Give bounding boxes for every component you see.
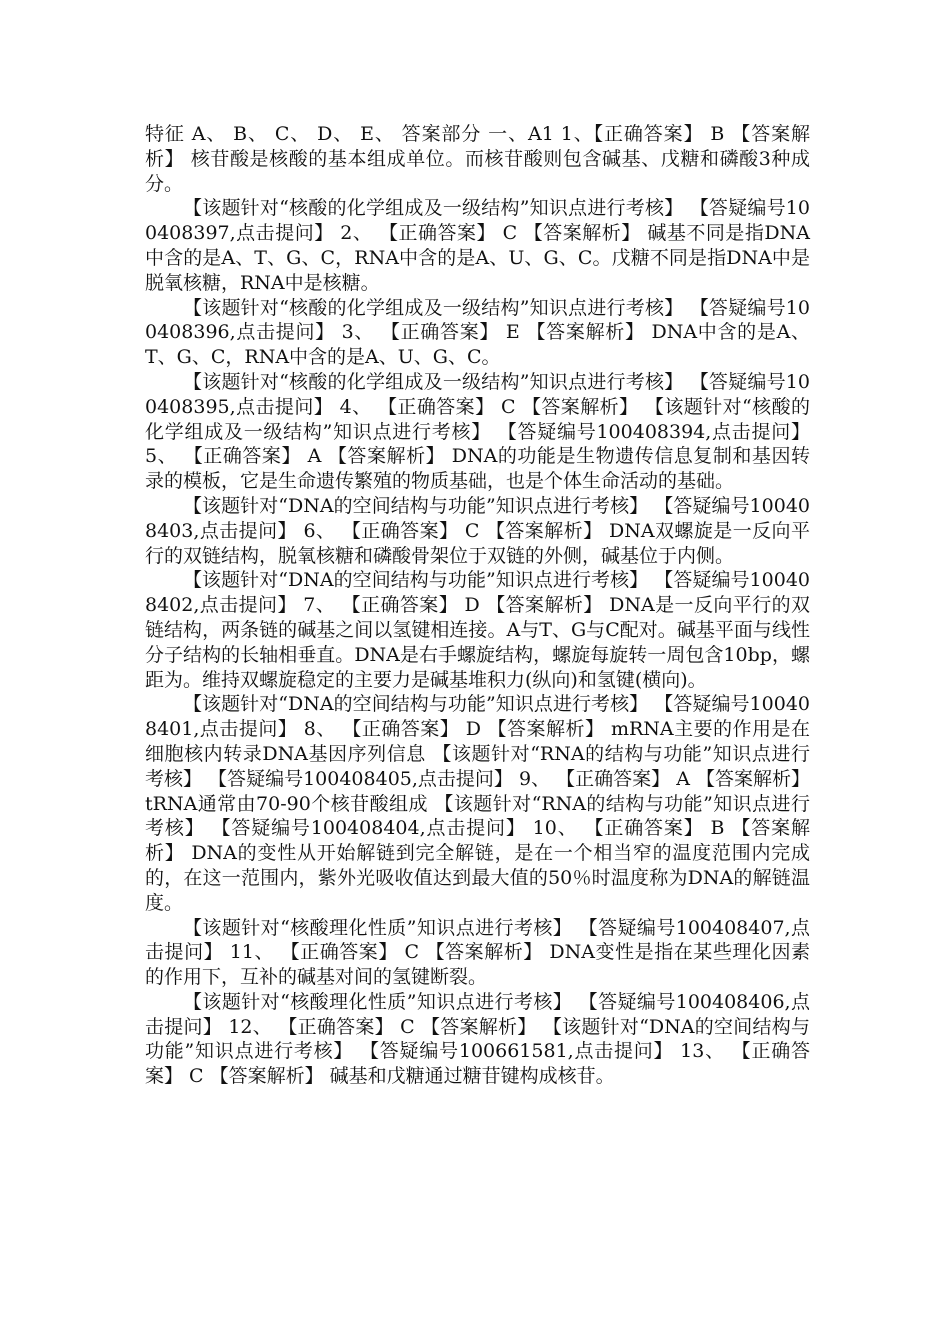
- answer-paragraph-4: 【该题针对“核酸的化学组成及一级结构”知识点进行考核】 【答疑编号100408395,点击提问】 4、 【正确答案】 C 【答案解析】 【该题针对“核酸的化学组成及一级结构”知识点进行考核】 【答疑编号100408394,点击提问】 5、 【正确答案】 A 【答案解析】 DNA的功能是生物遗传信息复制和基因转录的模板，它是生命遗传繁殖的物质基础，也是个体生命活动的基础。: [145, 370, 810, 493]
- answer-paragraph-8: 【该题针对“核酸理化性质”知识点进行考核】 【答疑编号100408407,点击提问】 11、 【正确答案】 C 【答案解析】 DNA变性是指在某些理化因素的作用下，互补的碱基对间的氢键断裂。: [145, 916, 810, 989]
- answer-paragraph-3: 【该题针对“核酸的化学组成及一级结构”知识点进行考核】 【答疑编号100408396,点击提问】 3、 【正确答案】 E 【答案解析】 DNA中含的是A、T、G、C，RNA中含的是A、U、G、C。: [145, 296, 810, 369]
- answer-paragraph-9: 【该题针对“核酸理化性质”知识点进行考核】 【答疑编号100408406,点击提问】 12、 【正确答案】 C 【答案解析】 【该题针对“DNA的空间结构与功能”知识点进行考核】 【答疑编号100661581,点击提问】 13、 【正确答案】 C 【答案解析】 碱基和戊糖通过糖苷键构成核苷。: [145, 990, 810, 1088]
- answer-paragraph-1: 特征 A、 B、 C、 D、 E、 答案部分 一、A1 1、【正确答案】 B 【答案解析】 核苷酸是核酸的基本组成单位。而核苷酸则包含碱基、戊糖和磷酸3种成分。: [145, 123, 810, 195]
- answer-paragraph-2: 【该题针对“核酸的化学组成及一级结构”知识点进行考核】 【答疑编号100408397,点击提问】 2、 【正确答案】 C 【答案解析】 碱基不同是指DNA中含的是A、T、G、C，RNA中含的是A、U、G、C。戊糖不同是指DNA中是脱氧核糖，RNA中是核糖。: [145, 197, 810, 294]
- answer-paragraph-7: 【该题针对“DNA的空间结构与功能”知识点进行考核】 【答疑编号100408401,点击提问】 8、 【正确答案】 D 【答案解析】 mRNA主要的作用是在细胞核内转录DNA基因序列信息 【该题针对“RNA的结构与功能”知识点进行考核】 【答疑编号100408405,点击提问】 9、 【正确答案】 A 【答案解析】 tRNA通常由70-90个核苷酸组成 【该题针对“RNA的结构与功能”知识点进行考核】 【答疑编号100408404,点击提问】 10、 【正确答案】 B 【答案解析】 DNA的变性从开始解链到完全解链，是在一个相当窄的温度范围内完成的，在这一范围内，紫外光吸收值达到最大值的50％时温度称为DNA的解链温度。: [145, 693, 810, 914]
- answer-paragraph-5: 【该题针对“DNA的空间结构与功能”知识点进行考核】 【答疑编号100408403,点击提问】 6、 【正确答案】 C 【答案解析】 DNA双螺旋是一反向平行的双链结构，脱氧核糖和磷酸骨架位于双链的外侧，碱基位于内侧。: [145, 494, 810, 567]
- answer-paragraph-6: 【该题针对“DNA的空间结构与功能”知识点进行考核】 【答疑编号100408402,点击提问】 7、 【正确答案】 D 【答案解析】 DNA是一反向平行的双链结构，两条链的碱基之间以氢键相连接。A与T、G与C配对。碱基平面与线性分子结构的长轴相垂直。DNA是右手螺旋结构，螺旋每旋转一周包含10bp，螺距为。维持双螺旋稳定的主要力是碱基堆积力(纵向)和氢键(横向)。: [145, 569, 810, 691]
- document-body: [145, 122, 810, 1089]
